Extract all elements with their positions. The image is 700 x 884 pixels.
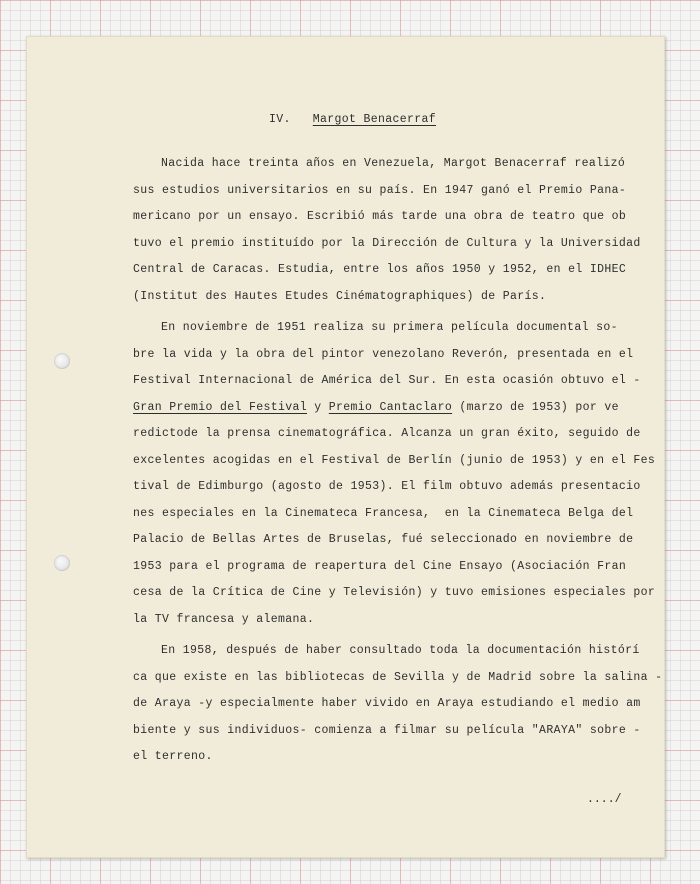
text-line-awards bbox=[133, 395, 625, 422]
text-line: el terreno. bbox=[133, 750, 213, 763]
text-line: ca que existe en las bibliotecas de Sevilla y de Madrid sobre la salina - bbox=[133, 670, 663, 684]
text-line: sus estudios universitarios en su país. En 1947 ganó el Premio Pana- bbox=[133, 183, 627, 197]
text-line: Central de Caracas. Estudia, entre los años 1950 y 1952, en el IDHEC bbox=[133, 263, 627, 276]
text-line: bre la vida y la obra del pintor venezolano Reverón, presentada en el bbox=[133, 347, 634, 361]
text-line: nes especiales en la Cinemateca Francesa, en la Cinemateca Belga del bbox=[133, 506, 634, 520]
body-text bbox=[133, 151, 663, 771]
punch-hole-icon bbox=[54, 555, 70, 571]
continuation-mark: ..../ bbox=[587, 793, 622, 806]
text-line: biente y sus individuos- comienza a filmar su película "ARAYA" sobre - bbox=[133, 723, 641, 737]
text-line: excelentes acogidas en el Festival de Berlín (junio de 1953) y en el Fes bbox=[133, 453, 656, 467]
text-line: En noviembre de 1951 realiza su primera película documental so- bbox=[161, 321, 618, 334]
text-line: En 1958, después de haber consultado toda la documentación histórí bbox=[161, 644, 640, 657]
typed-page bbox=[26, 36, 665, 858]
text-line: de Araya -y especialmente haber vivido en Araya estudiando el medio am bbox=[133, 697, 641, 710]
text-line: mericano por un ensayo. Escribió más tarde una obra de teatro que ob bbox=[133, 210, 627, 223]
text-line: Nacida hace treinta años en Venezuela, Margot Benacerraf realizó bbox=[161, 157, 626, 170]
punch-hole-icon bbox=[54, 353, 70, 369]
text-line: Festival Internacional de América del Sur. En esta ocasión obtuvo el - bbox=[133, 374, 641, 387]
text-line: cesa de la Crítica de Cine y Televisión) y tuvo emisiones especiales por bbox=[133, 586, 656, 599]
text-line: Palacio de Bellas Artes de Bruselas, fué seleccionado en noviembre de bbox=[133, 533, 634, 546]
text-line: la TV francesa y alemana. bbox=[133, 612, 315, 626]
text-line: tuvo el premio instituído por la Dirección de Cultura y la Universidad bbox=[133, 236, 641, 250]
award-premio-cantaclaro: Premio Cantaclaro bbox=[328, 400, 453, 414]
section-number: IV. bbox=[269, 113, 291, 126]
text-line: redictode la prensa cinematográfica. Alcanza un gran éxito, seguido de bbox=[133, 427, 641, 440]
award-gran-premio: Gran Premio del Festival bbox=[133, 400, 308, 414]
text-line: (Institut des Hautes Etudes Cinématographiques) de París. bbox=[133, 289, 547, 303]
text-fragment: (marzo de 1953) por ve bbox=[452, 400, 619, 414]
text-line: tival de Edimburgo (agosto de 1953). El film obtuvo además presentacio bbox=[133, 480, 641, 493]
section-title: Margot Benacerraf bbox=[312, 113, 437, 126]
section-heading bbox=[133, 113, 625, 126]
text-fragment: y bbox=[307, 400, 329, 414]
text-line: 1953 para el programa de reapertura del Cine Ensayo (Asociación Fran bbox=[133, 559, 627, 573]
